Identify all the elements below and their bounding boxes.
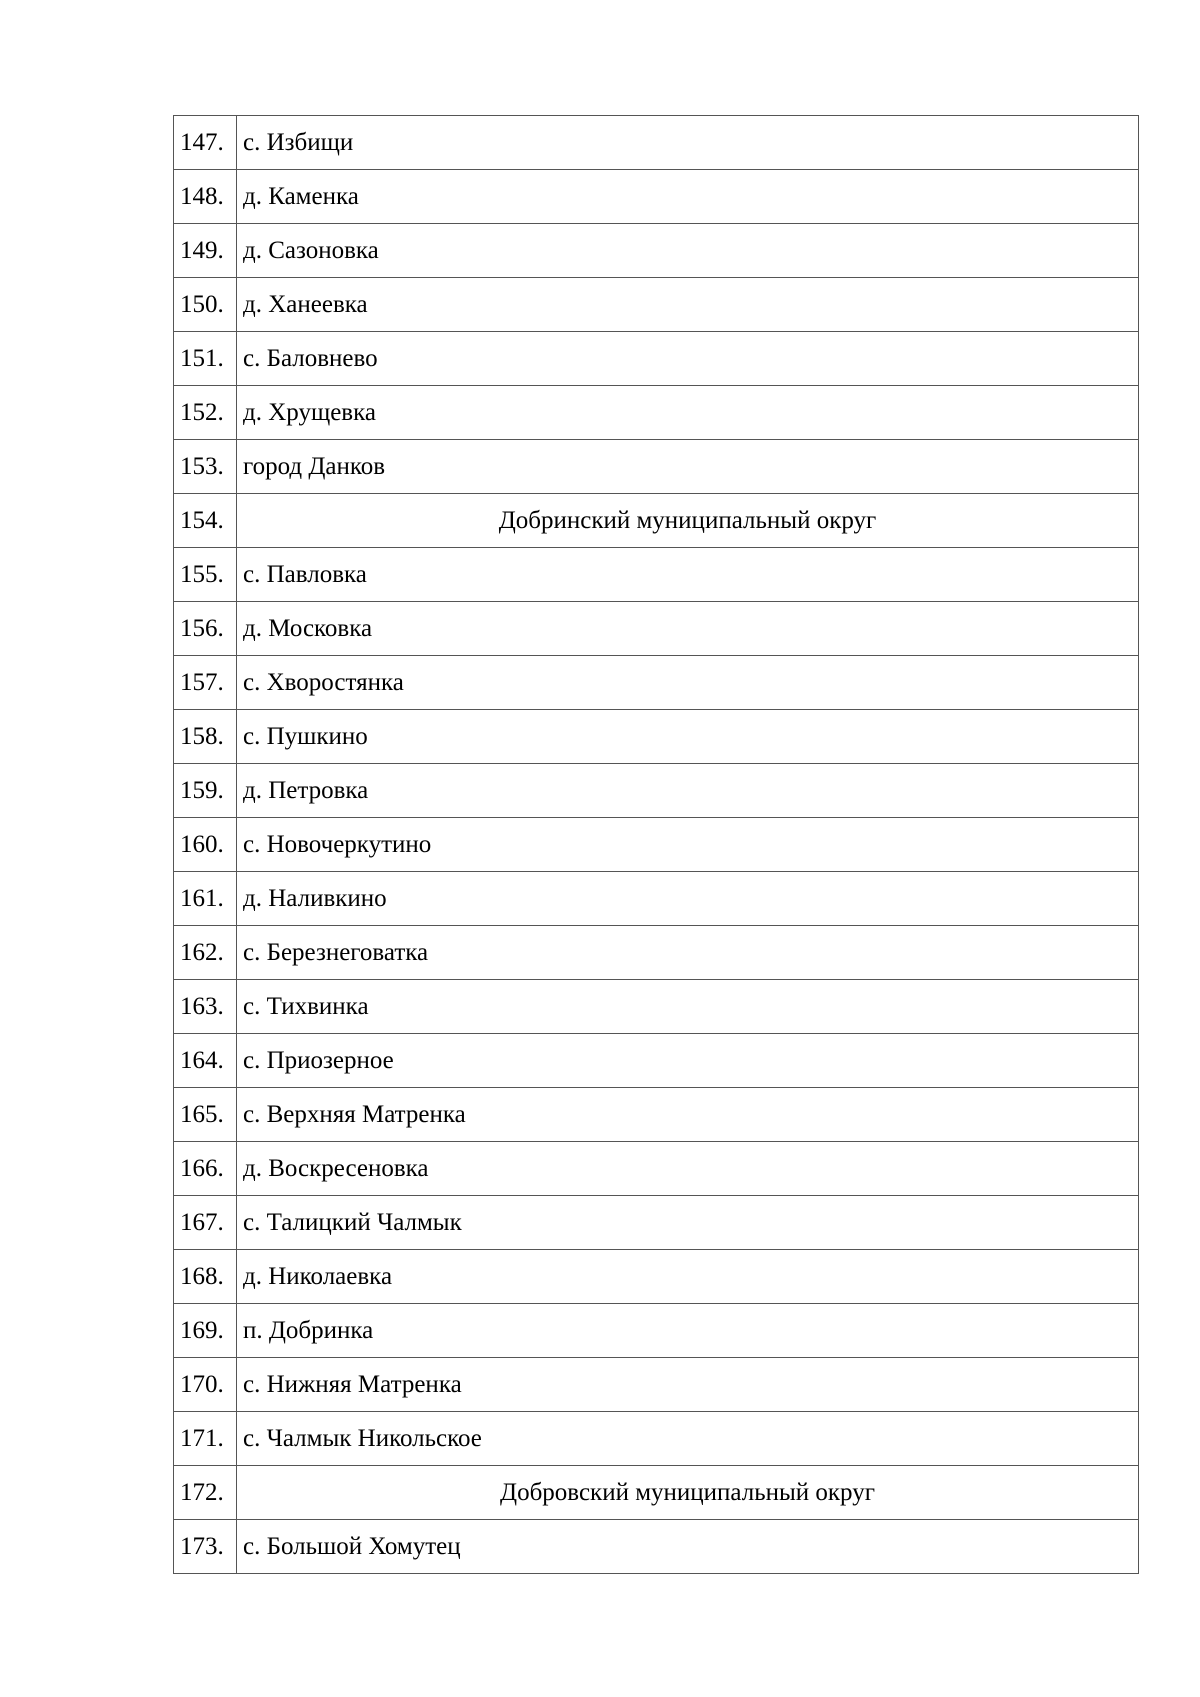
table-row (174, 1034, 1139, 1088)
settlements-table-body (174, 116, 1139, 1574)
row-number-cell: 151. (174, 332, 237, 386)
settlement-name-cell: д. Наливкино (237, 872, 1139, 926)
table-row (174, 170, 1139, 224)
table-row (174, 1412, 1139, 1466)
row-number-cell: 171. (174, 1412, 237, 1466)
row-number-cell: 157. (174, 656, 237, 710)
row-number-cell: 155. (174, 548, 237, 602)
table-row (174, 1358, 1139, 1412)
settlement-name-cell: с. Верхняя Матренка (237, 1088, 1139, 1142)
row-number-cell: 152. (174, 386, 237, 440)
settlement-name-cell: д. Ханеевка (237, 278, 1139, 332)
row-number-cell: 159. (174, 764, 237, 818)
district-heading-cell: Добровский муниципальный округ (237, 1466, 1139, 1520)
table-row (174, 710, 1139, 764)
table-row (174, 1088, 1139, 1142)
settlement-name-cell: п. Добринка (237, 1304, 1139, 1358)
settlement-name-cell: с. Баловнево (237, 332, 1139, 386)
row-number-cell: 161. (174, 872, 237, 926)
district-heading-cell: Добринский муниципальный округ (237, 494, 1139, 548)
settlement-name-cell: с. Тихвинка (237, 980, 1139, 1034)
row-number-cell: 168. (174, 1250, 237, 1304)
row-number-cell: 169. (174, 1304, 237, 1358)
row-number-cell: 173. (174, 1520, 237, 1574)
settlements-table (173, 115, 1139, 1574)
row-number-cell: 165. (174, 1088, 237, 1142)
settlement-name-cell: д. Сазоновка (237, 224, 1139, 278)
table-row (174, 1196, 1139, 1250)
settlement-name-cell: д. Каменка (237, 170, 1139, 224)
row-number-cell: 172. (174, 1466, 237, 1520)
table-row (174, 116, 1139, 170)
row-number-cell: 166. (174, 1142, 237, 1196)
settlement-name-cell: с. Приозерное (237, 1034, 1139, 1088)
table-row (174, 818, 1139, 872)
settlement-name-cell: с. Большой Хомутец (237, 1520, 1139, 1574)
settlement-name-cell: с. Павловка (237, 548, 1139, 602)
settlement-name-cell: с. Пушкино (237, 710, 1139, 764)
row-number-cell: 149. (174, 224, 237, 278)
table-row (174, 980, 1139, 1034)
table-row (174, 1304, 1139, 1358)
table-row (174, 278, 1139, 332)
table-row (174, 764, 1139, 818)
settlement-name-cell: с. Нижняя Матренка (237, 1358, 1139, 1412)
settlement-name-cell: с. Новочеркутино (237, 818, 1139, 872)
table-row (174, 926, 1139, 980)
row-number-cell: 158. (174, 710, 237, 764)
table-row (174, 1142, 1139, 1196)
table-row-heading (174, 1466, 1139, 1520)
settlement-name-cell: с. Чалмык Никольское (237, 1412, 1139, 1466)
settlement-name-cell: д. Воскресеновка (237, 1142, 1139, 1196)
settlement-name-cell: с. Избищи (237, 116, 1139, 170)
table-row (174, 386, 1139, 440)
row-number-cell: 160. (174, 818, 237, 872)
row-number-cell: 167. (174, 1196, 237, 1250)
table-row (174, 872, 1139, 926)
table-row (174, 1250, 1139, 1304)
table-row (174, 1520, 1139, 1574)
row-number-cell: 164. (174, 1034, 237, 1088)
row-number-cell: 162. (174, 926, 237, 980)
table-row (174, 602, 1139, 656)
table-row (174, 548, 1139, 602)
settlement-name-cell: город Данков (237, 440, 1139, 494)
table-row (174, 440, 1139, 494)
row-number-cell: 148. (174, 170, 237, 224)
settlement-name-cell: д. Хрущевка (237, 386, 1139, 440)
table-row (174, 224, 1139, 278)
settlement-name-cell: д. Петровка (237, 764, 1139, 818)
row-number-cell: 153. (174, 440, 237, 494)
row-number-cell: 170. (174, 1358, 237, 1412)
row-number-cell: 154. (174, 494, 237, 548)
settlement-name-cell: д. Московка (237, 602, 1139, 656)
row-number-cell: 156. (174, 602, 237, 656)
settlement-name-cell: с. Талицкий Чалмык (237, 1196, 1139, 1250)
row-number-cell: 163. (174, 980, 237, 1034)
settlement-name-cell: д. Николаевка (237, 1250, 1139, 1304)
table-row (174, 656, 1139, 710)
row-number-cell: 150. (174, 278, 237, 332)
row-number-cell: 147. (174, 116, 237, 170)
table-row (174, 332, 1139, 386)
settlement-name-cell: с. Хворостянка (237, 656, 1139, 710)
table-row-heading (174, 494, 1139, 548)
settlement-name-cell: с. Березнеговатка (237, 926, 1139, 980)
